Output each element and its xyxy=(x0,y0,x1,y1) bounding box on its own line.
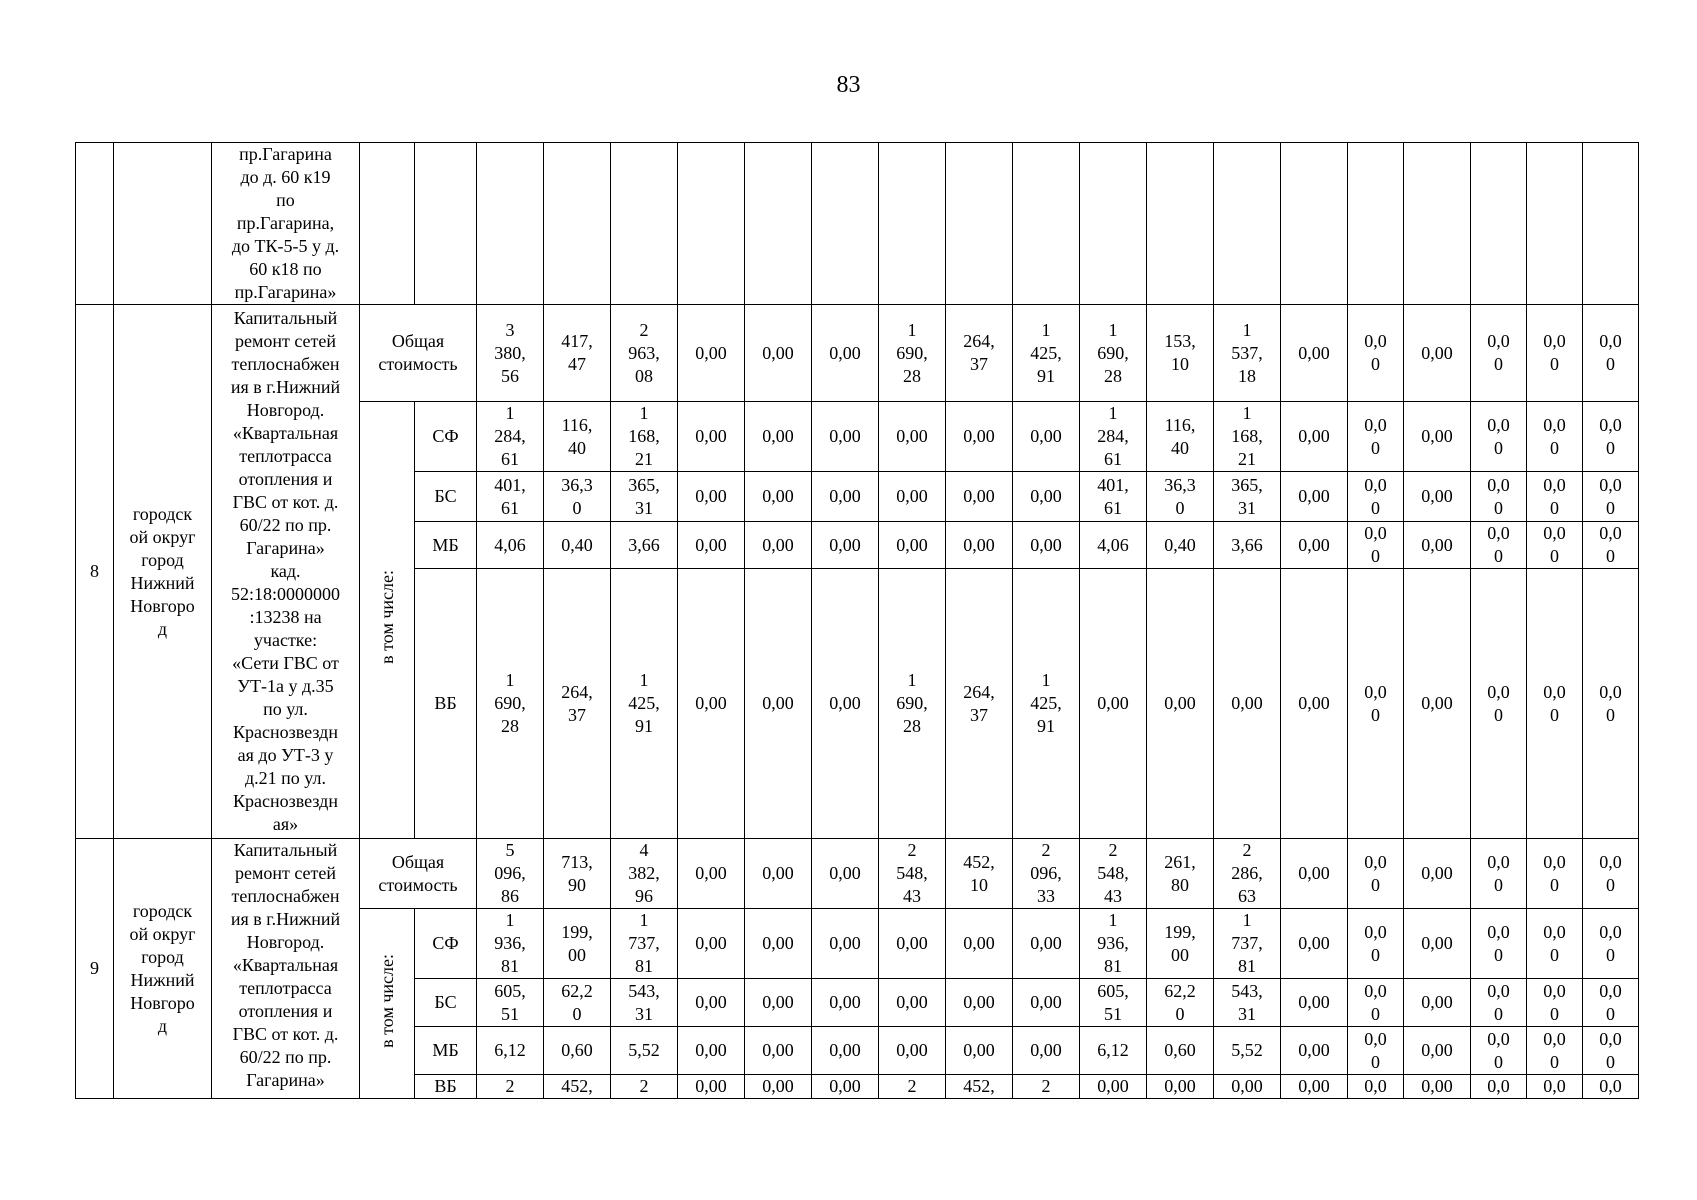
value-cell: 0,00 xyxy=(1404,979,1471,1027)
funding-source: МБ xyxy=(415,522,477,569)
value-cell: 0,00 xyxy=(1281,839,1348,909)
value-cell: 0,00 xyxy=(946,1027,1013,1075)
value-cell: 1 690, 28 xyxy=(1080,305,1147,402)
value-cell: 1 425, 91 xyxy=(1013,569,1080,839)
value-cell: 0,60 xyxy=(1147,1027,1214,1075)
value-cell: 2 096, 33 xyxy=(1013,839,1080,909)
row-group-9 xyxy=(76,839,1639,1099)
value-cell: 0,00 xyxy=(1080,569,1147,839)
value-cell: 0,00 xyxy=(678,909,745,979)
value-cell: 0,0 0 xyxy=(1348,1027,1404,1075)
value-cell: 0,00 xyxy=(946,402,1013,472)
territory-name: городск ой округ город Нижний Новгоро д xyxy=(114,305,212,839)
value-cell: 0,00 xyxy=(745,1027,812,1075)
value-cell: 0,00 xyxy=(1281,522,1348,569)
value-cell: 0,0 0 xyxy=(1527,305,1583,402)
value-cell: 0,00 xyxy=(1013,472,1080,522)
value-cell: 0,0 xyxy=(1471,1075,1527,1099)
value-cell: 0,00 xyxy=(812,472,879,522)
value-cell: 0,00 xyxy=(1281,1075,1348,1099)
value-cell: 0,00 xyxy=(1404,522,1471,569)
value-cell: 0,0 0 xyxy=(1348,522,1404,569)
value-cell: 0,00 xyxy=(1281,1027,1348,1075)
value-cell: 1 737, 81 xyxy=(611,909,678,979)
value-cell: 0,00 xyxy=(812,569,879,839)
value-cell: 3 380, 56 xyxy=(477,305,544,402)
value-cell: 0,0 0 xyxy=(1527,909,1583,979)
value-cell: 605, 51 xyxy=(477,979,544,1027)
value-cell: 62,2 0 xyxy=(544,979,611,1027)
value-cell: 36,3 0 xyxy=(544,472,611,522)
value-cell: 0,0 0 xyxy=(1471,402,1527,472)
value-cell: 1 690, 28 xyxy=(477,569,544,839)
value-cell: 0,00 xyxy=(879,979,946,1027)
value-cell: 0,0 0 xyxy=(1583,305,1639,402)
value-cell: 0,00 xyxy=(1404,909,1471,979)
value-cell: 4 382, 96 xyxy=(611,839,678,909)
value-cell: 0,00 xyxy=(745,305,812,402)
label-cell xyxy=(360,143,415,305)
value-cell: 0,00 xyxy=(1214,1075,1281,1099)
value-cell: 0,0 0 xyxy=(1583,569,1639,839)
value-cell: 2 xyxy=(611,1075,678,1099)
value-cell: 261, 80 xyxy=(1147,839,1214,909)
including-label xyxy=(360,909,415,1099)
value-cell: 0,00 xyxy=(812,909,879,979)
value-cell: 0,00 xyxy=(946,522,1013,569)
including-label xyxy=(360,402,415,839)
value-cell: 0,00 xyxy=(812,979,879,1027)
funding-source: СФ xyxy=(415,402,477,472)
value-cell: 0,00 xyxy=(745,402,812,472)
value-cell: 0,00 xyxy=(812,402,879,472)
value-cell: 1 537, 18 xyxy=(1214,305,1281,402)
value-cell: 0,00 xyxy=(812,1027,879,1075)
value-cell: 0,0 0 xyxy=(1527,402,1583,472)
value-cell: 452, xyxy=(544,1075,611,1099)
value-cell: 0,00 xyxy=(1013,402,1080,472)
total-row xyxy=(76,305,1639,402)
value-cell: 0,0 0 xyxy=(1348,569,1404,839)
value-cell: 543, 31 xyxy=(1214,979,1281,1027)
value-cell: 0,0 0 xyxy=(1471,839,1527,909)
value-cell: 0,00 xyxy=(1404,1075,1471,1099)
item-number: 9 xyxy=(76,839,114,1099)
value-cell: 0,00 xyxy=(1147,1075,1214,1099)
fragment-row xyxy=(76,143,1639,305)
value-cell: 401, 61 xyxy=(1080,472,1147,522)
value-cell: 0,0 0 xyxy=(1471,305,1527,402)
value-cell: 0,00 xyxy=(1404,402,1471,472)
value-cell: 0,0 0 xyxy=(1583,979,1639,1027)
value-cell: 0,40 xyxy=(544,522,611,569)
value-cell: 401, 61 xyxy=(477,472,544,522)
value-cell: 0,0 0 xyxy=(1471,569,1527,839)
value-cell: 0,0 0 xyxy=(1527,979,1583,1027)
value-cell: 452, 10 xyxy=(946,839,1013,909)
total-cost-label: Общая стоимость xyxy=(360,839,477,909)
value-cell: 0,0 xyxy=(1583,1075,1639,1099)
value-cell: 1 284, 61 xyxy=(1080,402,1147,472)
value-cell: 4,06 xyxy=(1080,522,1147,569)
value-cell: 0,00 xyxy=(1013,979,1080,1027)
financing-table xyxy=(75,142,1639,1099)
value-cell: 0,0 xyxy=(1348,1075,1404,1099)
value-cell: 2 286, 63 xyxy=(1214,839,1281,909)
value-cell: 1 690, 28 xyxy=(879,569,946,839)
object-description: Капитальный ремонт сетей теплоснабжен ия в г.Нижний Новгород. «Квартальная теплотрасса отопления и ГВС от кот. д. 60/22 по пр. Гагарина» кад. 52:18:0000000 :13238 на участке: «Сети ГВС от УТ-1а у д.35 по ул. Краснозвездн ая до УТ-3 у д.21 по ул. Краснозвездн ая» xyxy=(212,305,360,839)
territory-cell xyxy=(114,143,212,305)
value-cell: 264, 37 xyxy=(946,305,1013,402)
value-cell: 0,00 xyxy=(1013,1027,1080,1075)
value-cell: 153, 10 xyxy=(1147,305,1214,402)
value-cell: 3,66 xyxy=(611,522,678,569)
value-cell: 5 096, 86 xyxy=(477,839,544,909)
value-cell: 0,0 0 xyxy=(1527,1027,1583,1075)
value-cell: 0,00 xyxy=(678,522,745,569)
funding-source: СФ xyxy=(415,909,477,979)
value-cell: 5,52 xyxy=(1214,1027,1281,1075)
value-cell: 0,00 xyxy=(812,522,879,569)
value-cell: 0,00 xyxy=(745,979,812,1027)
value-cell: 0,00 xyxy=(678,1027,745,1075)
value-cell: 0,0 0 xyxy=(1348,979,1404,1027)
value-cell: 0,0 0 xyxy=(1471,472,1527,522)
source-cell xyxy=(415,143,477,305)
value-cell: 0,00 xyxy=(678,1075,745,1099)
value-cell: 1 168, 21 xyxy=(1214,402,1281,472)
value-cell: 0,0 0 xyxy=(1471,909,1527,979)
value-cell: 6,12 xyxy=(477,1027,544,1075)
value-cell: 0,0 0 xyxy=(1527,569,1583,839)
value-cell: 6,12 xyxy=(1080,1027,1147,1075)
number-cell xyxy=(76,143,114,305)
value-cell: 0,00 xyxy=(745,569,812,839)
total-row xyxy=(76,839,1639,909)
value-cell: 0,00 xyxy=(678,839,745,909)
value-cell: 0,00 xyxy=(879,472,946,522)
page-number: 83 xyxy=(836,72,861,98)
funding-source: БС xyxy=(415,472,477,522)
value-cell: 0,00 xyxy=(745,909,812,979)
value-cell: 365, 31 xyxy=(1214,472,1281,522)
value-cell: 0,0 0 xyxy=(1471,1027,1527,1075)
value-cell: 0,0 0 xyxy=(1583,909,1639,979)
value-cell: 4,06 xyxy=(477,522,544,569)
item-number: 8 xyxy=(76,305,114,839)
value-cell: 116, 40 xyxy=(544,402,611,472)
value-cell: 1 690, 28 xyxy=(879,305,946,402)
value-cell: 0,60 xyxy=(544,1027,611,1075)
including-label-text: в том числе: xyxy=(376,570,397,664)
value-cell: 0,00 xyxy=(745,1075,812,1099)
value-cell: 0,0 0 xyxy=(1348,305,1404,402)
value-cell: 0,0 0 xyxy=(1471,522,1527,569)
including-label-text: в том числе: xyxy=(376,953,397,1048)
value-cell: 452, xyxy=(946,1075,1013,1099)
value-cell: 2 548, 43 xyxy=(1080,839,1147,909)
value-cell: 0,0 0 xyxy=(1527,839,1583,909)
value-cell: 365, 31 xyxy=(611,472,678,522)
value-cell: 0,00 xyxy=(678,472,745,522)
value-cell: 264, 37 xyxy=(544,569,611,839)
funding-source: МБ xyxy=(415,1027,477,1075)
value-cell: 1 168, 21 xyxy=(611,402,678,472)
value-cell: 1 284, 61 xyxy=(477,402,544,472)
value-cell: 417, 47 xyxy=(544,305,611,402)
value-cell: 2 963, 08 xyxy=(611,305,678,402)
value-cell: 0,00 xyxy=(812,839,879,909)
value-cell: 0,0 0 xyxy=(1348,839,1404,909)
value-cell: 0,00 xyxy=(1404,569,1471,839)
value-cell: 0,00 xyxy=(1404,839,1471,909)
value-cell: 0,0 0 xyxy=(1583,472,1639,522)
value-cell: 1 425, 91 xyxy=(611,569,678,839)
row-group-8 xyxy=(76,305,1639,839)
value-cell: 0,00 xyxy=(879,402,946,472)
territory-name: городск ой округ город Нижний Новгоро д xyxy=(114,839,212,1099)
value-cell: 0,00 xyxy=(1404,472,1471,522)
value-cell: 0,0 0 xyxy=(1527,522,1583,569)
object-description: пр.Гагарина до д. 60 к19 по пр.Гагарина, до ТК-5-5 у д. 60 к18 по пр.Гагарина» xyxy=(212,143,360,305)
value-cell: 0,00 xyxy=(946,979,1013,1027)
value-cell: 0,00 xyxy=(678,402,745,472)
value-cell: 0,00 xyxy=(1281,569,1348,839)
funding-source: ВБ xyxy=(415,569,477,839)
value-cell: 0,00 xyxy=(812,305,879,402)
value-cell: 605, 51 xyxy=(1080,979,1147,1027)
value-cell: 0,0 0 xyxy=(1348,402,1404,472)
value-cell: 0,00 xyxy=(1281,402,1348,472)
value-cell: 0,0 0 xyxy=(1348,909,1404,979)
value-cell: 1 737, 81 xyxy=(1214,909,1281,979)
value-cell: 0,00 xyxy=(1013,522,1080,569)
value-cell: 0,00 xyxy=(745,472,812,522)
value-cell: 0,0 0 xyxy=(1583,522,1639,569)
value-cell: 0,00 xyxy=(879,909,946,979)
value-cell: 0,00 xyxy=(678,305,745,402)
value-cell: 3,66 xyxy=(1214,522,1281,569)
total-cost-label: Общая стоимость xyxy=(360,305,477,402)
value-cell: 713, 90 xyxy=(544,839,611,909)
funding-source: ВБ xyxy=(415,1075,477,1099)
value-cell: 0,00 xyxy=(678,569,745,839)
value-cell: 0,00 xyxy=(1147,569,1214,839)
value-cell: 0,00 xyxy=(1281,472,1348,522)
value-cell: 2 xyxy=(477,1075,544,1099)
value-cell: 1 936, 81 xyxy=(1080,909,1147,979)
value-cell: 1 936, 81 xyxy=(477,909,544,979)
value-cell: 0,00 xyxy=(1013,909,1080,979)
object-description: Капитальный ремонт сетей теплоснабжен ия в г.Нижний Новгород. «Квартальная теплотрасса отопления и ГВС от кот. д. 60/22 по пр. Гагарина» xyxy=(212,839,360,1099)
value-cell: 0,00 xyxy=(1281,979,1348,1027)
value-cell: 0,0 0 xyxy=(1583,839,1639,909)
value-cell: 0,00 xyxy=(1214,569,1281,839)
value-cell: 0,00 xyxy=(1080,1075,1147,1099)
value-cell: 0,00 xyxy=(745,839,812,909)
value-cell: 0,00 xyxy=(745,522,812,569)
value-cell: 0,00 xyxy=(879,522,946,569)
value-cell: 0,0 0 xyxy=(1471,979,1527,1027)
funding-source: БС xyxy=(415,979,477,1027)
value-cell: 62,2 0 xyxy=(1147,979,1214,1027)
value-cell: 0,00 xyxy=(1404,305,1471,402)
value-cell: 0,40 xyxy=(1147,522,1214,569)
value-cell: 0,00 xyxy=(1281,909,1348,979)
value-cell: 0,00 xyxy=(1404,1027,1471,1075)
value-cell: 0,00 xyxy=(879,1027,946,1075)
value-cell: 0,0 0 xyxy=(1583,402,1639,472)
value-cell: 2 xyxy=(1013,1075,1080,1099)
value-cell: 0,00 xyxy=(812,1075,879,1099)
value-cell: 199, 00 xyxy=(1147,909,1214,979)
value-cell: 0,0 0 xyxy=(1527,472,1583,522)
value-cell: 0,00 xyxy=(678,979,745,1027)
value-cell: 543, 31 xyxy=(611,979,678,1027)
value-cell: 36,3 0 xyxy=(1147,472,1214,522)
value-cell: 5,52 xyxy=(611,1027,678,1075)
value-cell: 0,0 xyxy=(1527,1075,1583,1099)
value-cell: 199, 00 xyxy=(544,909,611,979)
value-cell: 264, 37 xyxy=(946,569,1013,839)
value-cell: 0,00 xyxy=(1281,305,1348,402)
value-cell: 2 548, 43 xyxy=(879,839,946,909)
value-cell: 0,00 xyxy=(946,909,1013,979)
value-cell: 0,0 0 xyxy=(1348,472,1404,522)
value-cell: 0,00 xyxy=(946,472,1013,522)
value-cell: 2 xyxy=(879,1075,946,1099)
value-cell: 1 425, 91 xyxy=(1013,305,1080,402)
value-cell: 116, 40 xyxy=(1147,402,1214,472)
value-cell: 0,0 0 xyxy=(1583,1027,1639,1075)
